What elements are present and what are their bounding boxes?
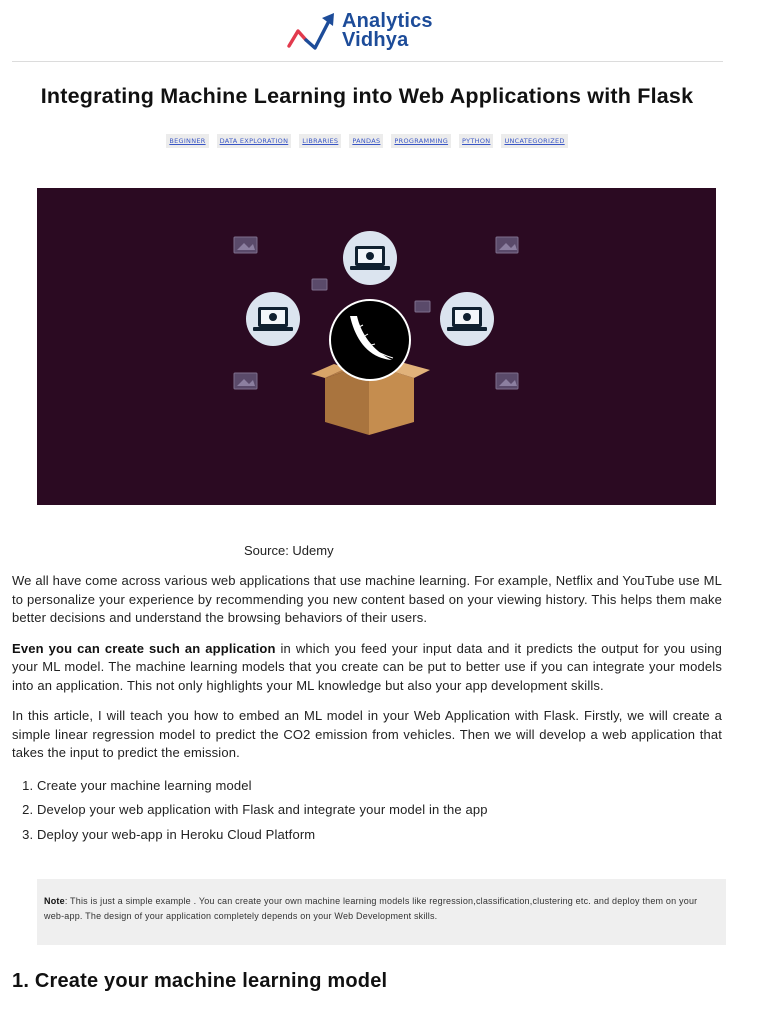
- header-divider: [12, 61, 723, 62]
- tag-libraries[interactable]: LIBRARIES: [299, 134, 341, 148]
- tag-pandas[interactable]: PANDAS: [349, 134, 383, 148]
- article-body: [12, 572, 722, 850]
- trend-arrow-icon: [286, 10, 338, 52]
- paragraph-intro: We all have come across various web applications that use machine learning. For example, Netflix and YouTube use ML to personalize your experience by recommending you new content based on your viewing history. This helps them make better decisions and understand the browsing behaviors of their users.: [12, 573, 722, 625]
- steps-list: [12, 777, 722, 845]
- laptop-gear-icon-top: [343, 231, 397, 285]
- logo-wordmark: [342, 12, 433, 50]
- list-item: 2. Develop your web application with Flask and integrate your model in the app: [37, 801, 722, 820]
- laptop-gear-icon-left: [246, 292, 300, 346]
- image-caption: Source: Udemy: [244, 543, 334, 558]
- article-title: Integrating Machine Learning into Web Applications with Flask: [40, 84, 694, 108]
- logo-line-2: Vidhya: [342, 29, 409, 51]
- tag-list: [0, 134, 734, 148]
- flask-logo: [330, 300, 410, 380]
- paragraph-plan: In this article, I will teach you how to embed an ML model in your Web Application with Flask. Firstly, we will create a simple linear regression model to predict the CO2 emission from vehicles. Then we will develop a web application that takes the input to predict the emission.: [12, 708, 722, 760]
- flask-ml-illustration: [37, 188, 716, 505]
- tag-data-exploration[interactable]: DATA EXPLORATION: [217, 134, 292, 148]
- paragraph-application-text: in which you feed your input data and it predicts the output for you using your ML model. The machine learning models that you create can be put to better use if you can integrate your models into an application. This not only highlights your ML knowledge but also your app development skills.: [12, 640, 722, 693]
- tag-uncategorized[interactable]: UNCATEGORIZED: [501, 134, 567, 148]
- tag-programming[interactable]: PROGRAMMING: [391, 134, 451, 148]
- hero-image: [37, 188, 716, 505]
- paragraph-application: [12, 640, 722, 696]
- site-header: [0, 0, 768, 62]
- note-box: [37, 879, 726, 945]
- laptop-gear-icon-right: [440, 292, 494, 346]
- logo-line-1: Analytics: [342, 10, 433, 32]
- note-text: : This is just a simple example . You can create your own machine learning models like regression,classification,clustering etc. and deploy them on your web-app. The design of your application completely depends on your Web Development skills.: [44, 896, 698, 921]
- note-label: Note: [44, 896, 65, 906]
- tag-beginner[interactable]: BEGINNER: [166, 134, 208, 148]
- section-heading: 1. Create your machine learning model: [12, 970, 388, 992]
- tag-python[interactable]: PYTHON: [459, 134, 493, 148]
- list-item: 3. Deploy your web-app in Heroku Cloud Platform: [37, 826, 722, 845]
- analytics-vidhya-logo[interactable]: [286, 10, 433, 52]
- list-item: 1. Create your machine learning model: [37, 777, 722, 796]
- paragraph-bold-lead: Even you can create such an application: [12, 640, 276, 656]
